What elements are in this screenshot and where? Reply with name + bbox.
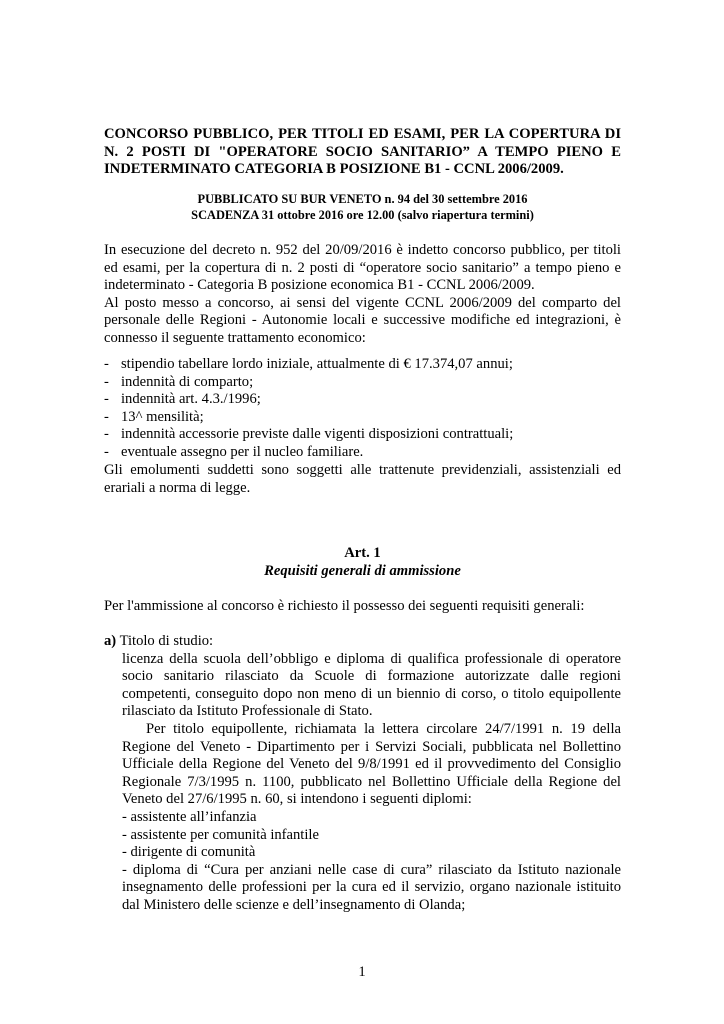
diploma-line: insegnamento delle professioni per la cura ed il servizio, organo nazionale istituito [122, 879, 621, 896]
intro-line: personale delle Regioni - Autonomie locali e successive modifiche ed integrazioni, è [104, 312, 621, 329]
equivalence-line: Ufficiale della Regione del Veneto del 9/8/1991 ed il provvedimento del Consiglio [122, 756, 621, 773]
list-item: - assistente all’infanzia [122, 808, 257, 825]
page-number: 1 [358, 964, 366, 980]
intro-paragraph [104, 242, 621, 348]
publication-line: PUBBLICATO SU BUR VENETO n. 94 del 30 settembre 2016 [197, 192, 528, 206]
equivalence-line: Regionale 7/3/1995 n. 1100, pubblicato nel Bollettino Ufficiale della Regione del [122, 773, 621, 790]
equivalence-line: Veneto del 27/6/1995 n. 60, si intendono i seguenti diplomi: [122, 791, 472, 808]
diploma-list [104, 809, 621, 915]
equivalence-line: Per titolo equipollente, richiamata la lettera circolare 24/7/1991 n. 19 della [146, 720, 621, 737]
publication-info [104, 192, 621, 224]
description-line: socio sanitario rilasciato da Scuole di formazione autorizzate dalle regioni [122, 668, 621, 685]
emolumenti-line: Gli emolumenti suddetti sono soggetti alle trattenute previdenziali, assistenziali ed [104, 462, 621, 478]
description-line: licenza della scuola dell’obbligo e diploma di qualifica professionale di operatore [122, 650, 621, 667]
document-title [104, 126, 621, 179]
intro-line: ed esami, per la copertura di n. 2 posti di “operatore socio sanitario” a tempo pieno e [104, 259, 621, 276]
list-item: - indennità accessorie previste dalle vigenti disposizioni contrattuali; [104, 426, 514, 443]
intro-line: In esecuzione del decreto n. 952 del 20/09/2016 è indetto concorso pubblico, per titoli [104, 242, 621, 258]
title-line: CONCORSO PUBBLICO, PER TITOLI ED ESAMI, PER LA COPERTURA DI [104, 126, 621, 142]
title-line: INDETERMINATO CATEGORIA B POSIZIONE B1 - CCNL 2006/2009. [104, 161, 564, 177]
deadline-line: SCADENZA 31 ottobre 2016 ore 12.00 (salvo riapertura termini) [191, 207, 534, 222]
description-line: competenti, conseguito dopo non meno di un biennio di corso, o titolo equipollente [122, 685, 621, 702]
article-number: Art. 1 [344, 545, 381, 561]
article-subtitle: Requisiti generali di ammissione [264, 562, 461, 579]
article-heading [104, 545, 621, 580]
section-a-heading [104, 633, 621, 651]
requirements-intro: Per l'ammissione al concorso è richiesto il possesso dei seguenti requisiti generali: [104, 598, 585, 614]
intro-line: indeterminato - Categoria B posizione economica B1 - CCNL 2006/2009. [104, 277, 535, 294]
list-item: - stipendio tabellare lordo iniziale, attualmente di € 17.374,07 annui; [104, 356, 513, 372]
section-label: a) [104, 633, 117, 649]
section-a [104, 633, 621, 915]
emolumenti-paragraph [104, 462, 621, 497]
equivalence-paragraph [104, 721, 621, 809]
list-item: - eventuale assegno per il nucleo familiare. [104, 443, 364, 460]
equivalence-line: Regione del Veneto - Dipartimento per i Servizi Sociali, pubblicata nel Bollettino [122, 738, 621, 755]
diploma-line: - diploma di “Cura per anziani nelle case di cura” rilasciato da Istituto nazionale [122, 861, 621, 878]
study-title-description [104, 651, 621, 721]
description-line: rilasciato da Istituto Professionale di Stato. [122, 703, 373, 720]
treatment-list [104, 356, 621, 462]
title-line: N. 2 POSTI DI "OPERATORE SOCIO SANITARIO” A TEMPO PIENO E [104, 143, 621, 160]
intro-line: connesso il seguente trattamento economico: [104, 329, 366, 346]
list-item: - assistente per comunità infantile [122, 826, 319, 843]
list-item: - indennità art. 4.3./1996; [104, 391, 261, 408]
list-item: - indennità di comparto; [104, 373, 254, 390]
list-item: - 13^ mensilità; [104, 408, 204, 425]
intro-line: Al posto messo a concorso, ai sensi del vigente CCNL 2006/2009 del comparto del [104, 294, 621, 311]
list-item: - dirigente di comunità [122, 844, 256, 861]
diploma-line: dal Ministero delle scienze e dell’insegnamento di Olanda; [122, 896, 466, 913]
section-title: Titolo di studio: [119, 633, 214, 649]
emolumenti-line: erariali a norma di legge. [104, 479, 251, 496]
